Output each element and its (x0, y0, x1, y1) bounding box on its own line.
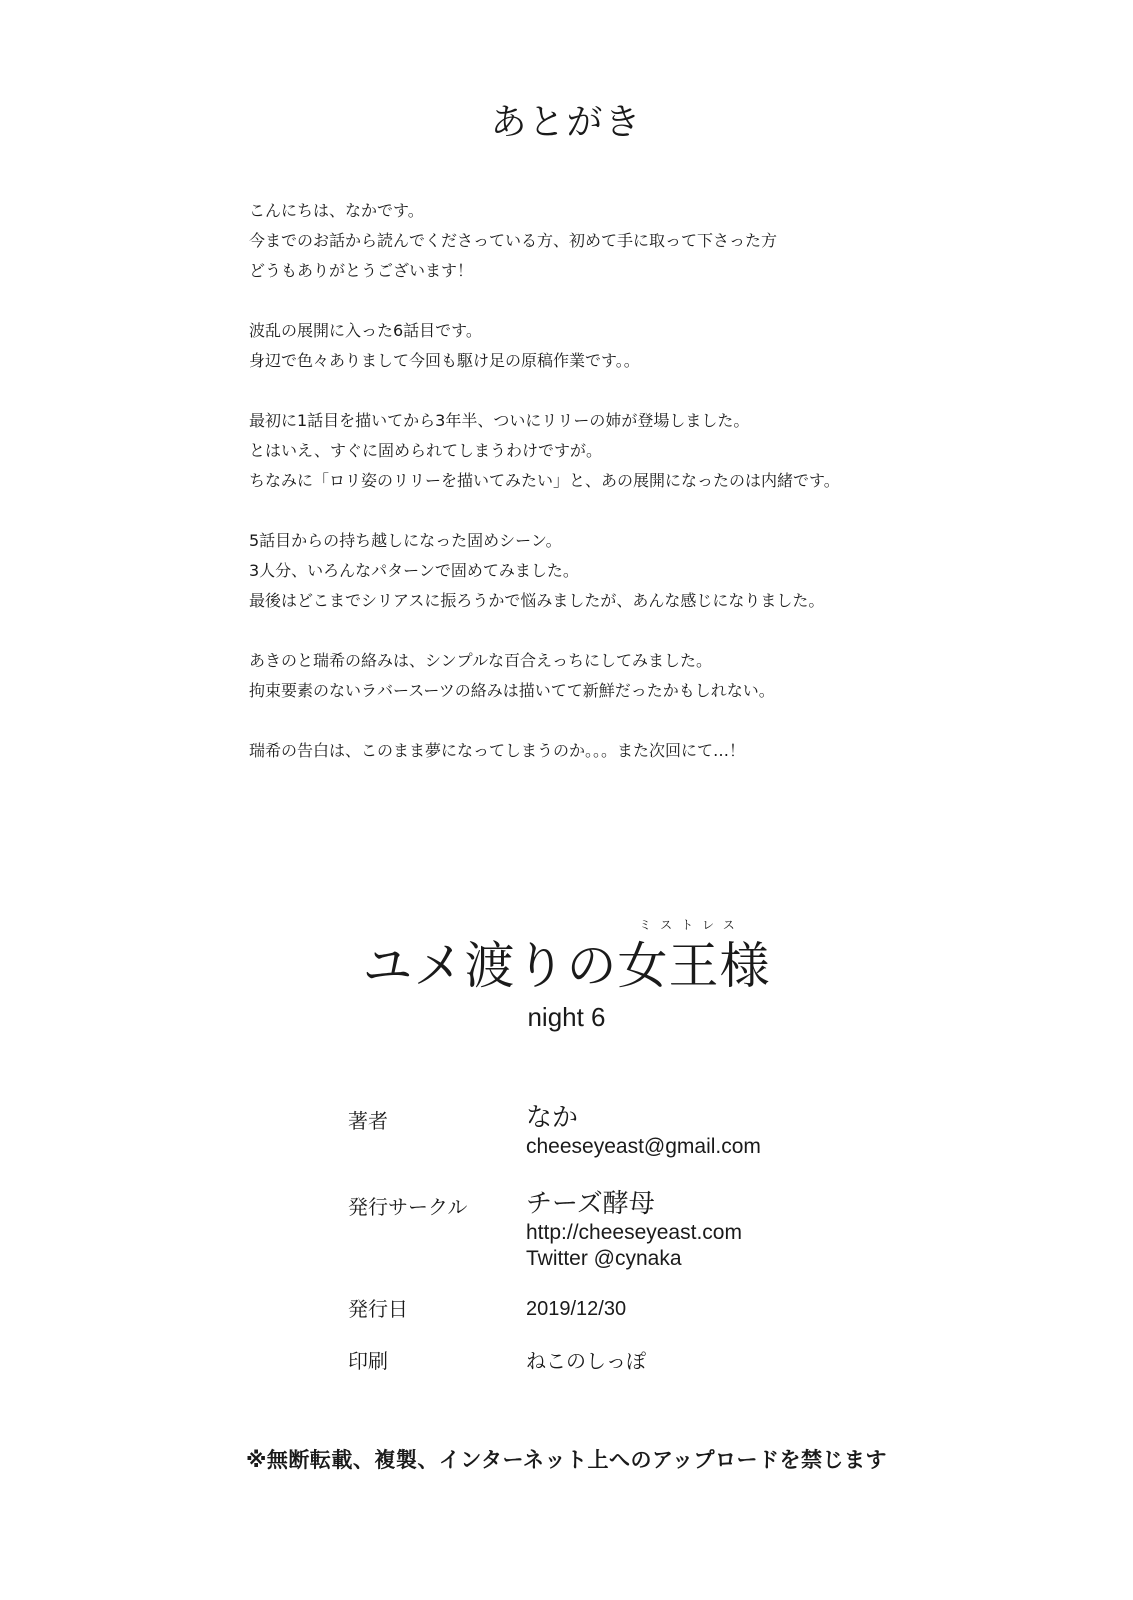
afterword-line: あきのと瑞希の絡みは、シンプルな百合えっちにしてみました。 (249, 651, 712, 670)
afterword-line: 拘束要素のないラバースーツの絡みは描いてて新鮮だったかもしれない。 (249, 681, 775, 700)
colophon-label: 著者 (348, 1109, 388, 1133)
afterword-paragraph (249, 196, 1109, 286)
afterword-line: 3人分、いろんなパターンで固めてみました。 (249, 561, 579, 580)
afterword-title: あとがき (490, 102, 643, 143)
circle-name: チーズ酵母 (526, 1189, 655, 1219)
colophon-values (526, 1294, 626, 1324)
afterword-paragraph (249, 736, 1109, 766)
author-email: cheeseyeast@gmail.com (526, 1135, 761, 1158)
colophon-label: 印刷 (348, 1349, 388, 1373)
book-title: ユメ渡りの女王様 (362, 937, 771, 995)
afterword-line: 最初に1話目を描いてから3年半、ついにリリーの姉が登場しました。 (249, 411, 750, 430)
book-title-block (0, 920, 1133, 998)
book-title-container (362, 918, 771, 998)
afterword-line: 5話目からの持ち越しになった固めシーン。 (249, 531, 562, 550)
colophon-values (526, 1188, 742, 1272)
book-subtitle: night 6 (527, 1002, 606, 1032)
afterword-line: こんにちは、なかです。 (249, 201, 424, 220)
afterword-line: 最後はどこまでシリアスに振ろうかで悩みましたが、あんな感じになりました。 (249, 591, 825, 610)
afterword-line: とはいえ、すぐに固められてしまうわけですが。 (249, 441, 602, 460)
afterword-line: ちなみに「ロリ姿のリリーを描いてみたい」と、あの展開になったのは内緒です。 (249, 471, 840, 490)
afterword-line: 身辺で色々ありまして今回も駆け足の原稿作業です。。 (249, 351, 640, 370)
colophon-label: 発行サークル (348, 1195, 468, 1219)
afterword-line: 波乱の展開に入った6話目です。 (249, 321, 482, 340)
publish-date: 2019/12/30 (526, 1298, 627, 1320)
colophon-values (526, 1102, 761, 1160)
colophon-label: 発行日 (348, 1297, 408, 1321)
afterword-line: どうもありがとうございます！ (249, 261, 474, 280)
circle-twitter: Twitter @cynaka (526, 1247, 682, 1270)
afterword-paragraph (249, 316, 1109, 376)
circle-url: http://cheeseyeast.com (526, 1221, 742, 1244)
copyright-notice: ※無断転載、複製、インターネット上へのアップロードを禁じます (245, 1448, 888, 1472)
afterword-line: 瑞希の告白は、このまま夢になってしまうのか。。。また次回にて…！ (249, 741, 746, 760)
afterword-paragraph (249, 406, 1109, 496)
afterword-line: 今までのお話から読んでくださっている方、初めて手に取って下さった方 (249, 231, 778, 250)
printer-name: ねこのしっぽ (526, 1349, 646, 1373)
colophon-values (526, 1346, 646, 1376)
afterword-paragraph (249, 646, 1109, 706)
book-title-ruby: ミストレス (639, 918, 744, 932)
author-name: なか (526, 1103, 579, 1133)
afterword-paragraph (249, 526, 1109, 616)
afterword-body (249, 196, 1109, 796)
